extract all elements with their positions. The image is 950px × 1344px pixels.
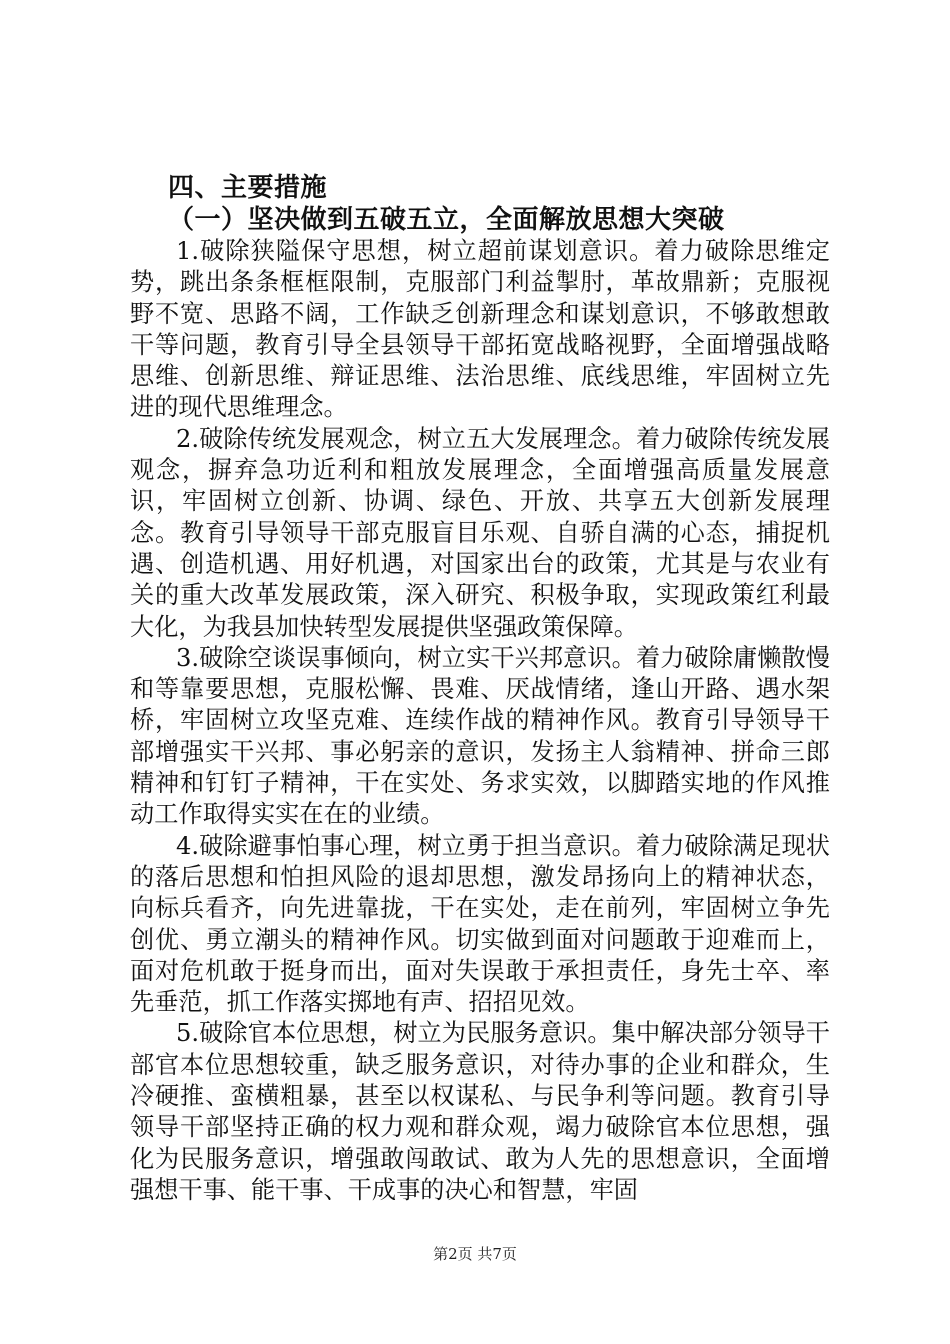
section-title: 四、主要措施 bbox=[168, 173, 328, 203]
document-body bbox=[130, 172, 830, 1206]
page-footer: 第2页 共7页 bbox=[433, 1245, 517, 1263]
paragraph-4: 4.破除避事怕事心理，树立勇于担当意识。着力破除满足现状的落后思想和怕担风险的退却思想，激发昂扬向上的精神状态，向标兵看齐，向先进靠拢，干在实处，走在前列，牢固树立争先创优、勇立潮头的精神作风。切实做到面对问题敢于迎难而上，面对危机敢于挺身而出，面对失误敢于承担责任，身先士卒、率先垂范，抓工作落实掷地有声、招招见效。 bbox=[130, 831, 830, 1017]
subsection-title: （一）坚决做到五破五立，全面解放思想大突破 bbox=[168, 205, 725, 235]
paragraph-3: 3.破除空谈误事倾向，树立实干兴邦意识。着力破除庸懒散慢和等靠要思想，克服松懈、畏难、厌战情绪，逢山开路、遇水架桥，牢固树立攻坚克难、连续作战的精神作风。教育引导领导干部增强实干兴邦、事必躬亲的意识，发扬主人翁精神、拼命三郎精神和钉钉子精神，干在实处、务求实效，以脚踏实地的作风推动工作取得实实在在的业绩。 bbox=[130, 643, 830, 829]
paragraph-5: 5.破除官本位思想，树立为民服务意识。集中解决部分领导干部官本位思想较重，缺乏服务意识，对待办事的企业和群众，生冷硬推、蛮横粗暴，甚至以权谋私、与民争利等问题。教育引导领导干部坚持正确的权力观和群众观，竭力破除官本位思想，强化为民服务意识，增强敢闯敢试、敢为人先的思想意识，全面增强想干事、能干事、干成事的决心和智慧，牢固 bbox=[130, 1019, 830, 1204]
paragraph-1: 1.破除狭隘保守思想，树立超前谋划意识。着力破除思维定势，跳出条条框框限制，克服部门利益掣肘，革故鼎新；克服视野不宽、思路不阔，工作缺乏创新理念和谋划意识，不够敢想敢干等问题，教育引导全县领导干部拓宽战略视野，全面增强战略思维、创新思维、辩证思维、法治思维、底线思维，牢固树立先进的现代思维理念。 bbox=[130, 237, 830, 422]
paragraph-2: 2.破除传统发展观念，树立五大发展理念。着力破除传统发展观念，摒弃急功近利和粗放发展理念，全面增强高质量发展意识，牢固树立创新、协调、绿色、开放、共享五大创新发展理念。教育引导领导干部克服盲目乐观、自骄自满的心态，捕捉机遇、创造机遇、用好机遇，对国家出台的政策，尤其是与农业有关的重大改革发展政策，深入研究、积极争取，实现政策红利最大化，为我县加快转型发展提供坚强政策保障。 bbox=[130, 424, 830, 641]
